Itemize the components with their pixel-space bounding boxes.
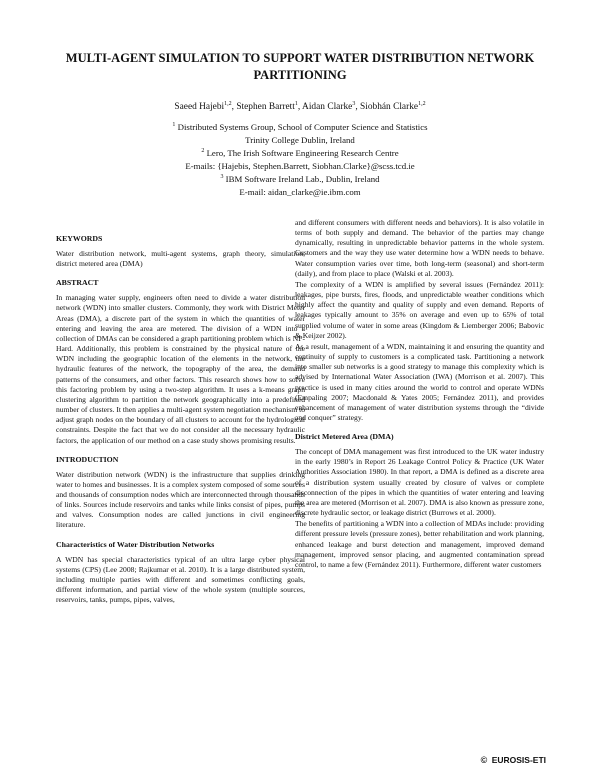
keywords-text: Water distribution network, multi-agent systems, graph theory, simulation, district metered area (DMA): [56, 249, 305, 269]
publisher-name: EUROSIS-ETI: [491, 755, 546, 765]
right-column: [295, 218, 544, 571]
characteristics-text: A WDN has special characteristics typical of an ultra large cyber physical systems (CPS) (Lee 2008; Rajkumar et al. 2010). It is a large distributed system, including multiple parties with different and sometimes conflicting goals, different information, and partial view of the whole system (multiple sources, reservoirs, tanks, pumps, pipes, valves,: [56, 554, 305, 605]
introduction-heading: INTRODUCTION: [56, 454, 119, 464]
characteristics-heading: Characteristics of Water Distribution Networks: [56, 539, 215, 549]
body-paragraph: The benefits of partitioning a WDN into a collection of MDAs include: providing different pressure levels (pressure zones), better rehabilitation and work planning, enhanced leakage and burst detection and management, improved demand management, improved sensor placing, and augmented contamination spread control, to name a few (Fernández 2011). Furthermore, different water customers: [295, 519, 544, 569]
left-column: [56, 234, 305, 606]
body-paragraph: As a result, management of a WDN, maintaining it and ensuring the quantity and continuity of supply to customers is a complicated task. Partitioning a network into smaller sub networks is a good strategy to manage this complexity which is advised by International Water Association (IWA) (Morrison et al. 2007). This practice is used in many cities around the world to control and operate WDNs (Empaling 2007; Macdonald & Yates 2005; Fernández 2011), and provides enhancement of management of water distribution systems through the “divide and conquer” strategy.: [295, 341, 544, 422]
affiliation-line: $^3$ IBM Software Ireland Lab., Dublin, Ireland: [220, 174, 380, 184]
publisher-footer: [481, 755, 546, 765]
paper-title: MULTI-AGENT SIMULATION TO SUPPORT WATER DISTRIBUTION NETWORK PARTITIONING: [65, 51, 535, 82]
introduction-text: Water distribution network (WDN) is the infrastructure that supplies drinking water to homes and businesses. It is a complex system composed of some sources and thousands of consumption nodes which are interconnected through thousands of links. Sources include reservoirs and tanks while links consist of pipes, pumps and valves. Consumption nodes are called junctions in civil engineering literature.: [56, 469, 305, 530]
email-line: E-mail: aidan_clarke@ie.ibm.com: [239, 187, 361, 197]
body-paragraph: The complexity of a WDN is amplified by several issues (Fernández 2011): leakages, pipe bursts, fires, floods, and unpredictable weather conditions which highly affect the quantity and quality of supply and even demand. Reports of leakages typically amount to 35% on average and even up to 65% of total supplied volume of water in some areas (Kingdom & Liemberger 2006; Babovic & Keijzer 2002).: [295, 279, 544, 340]
abstract-text: In managing water supply, engineers often need to divide a water distribution network (WDN) into smaller clusters. Commonly, they work with District Meter Areas (DMA), a discrete part of the system in which the quantities of water entering and leaving the area are metered. The division of a WDN into a collection of DMAs can be considered a graph partitioning problem which is NP-Hard. Additionally, this problem is constrained by the physical nature of the WDN including the geographic location of the elements in the network, the hydraulic features of the network, the topography of the area, the demand patterns of the consumers, and other factors. This research shows how to solve this factoring problem by using a two-step algorithm. It uses a k-means graph clustering algorithm to partition the network geographically into a predefined number of clusters. It then applies a multi-agent system negotiation mechanism to adjust graph nodes on the boundary of all clusters to account for the hydrological constraints. Despite the fact that we do not consider all the necessary hydraulic factors, the application of our method on a case study shows promising results.: [56, 293, 305, 445]
body-paragraph: and different consumers with different needs and behaviors). It is also volatile in terms of both supply and demand. The behavior of the parties may change dynamically, resulting in unpredictable behavior patterns in the whole system. Customers and the way they use water determine how a WDN needs to behave. Water consumption varies over time, both long-term (seasonal) and short-term (daily), and from place to place (Walski et al. 2003).: [295, 218, 544, 278]
keywords-heading: KEYWORDS: [56, 234, 103, 243]
email-line: E-mails: {Hajebis, Stephen.Barrett, Siobhan.Clarke}@scss.tcd.ie: [185, 161, 415, 171]
abstract-heading: ABSTRACT: [56, 278, 99, 288]
affiliation-line: $^2$ Lero, The Irish Software Engineering Research Centre: [201, 148, 399, 158]
author-list: Saeed Hajebi$^{1,2}$, Stephen Barrett$^1$, Aidan Clarke$^3$, Siobhán Clarke$^{1,2}$: [174, 100, 426, 112]
body-paragraph: The concept of DMA management was first introduced to the UK water industry in the early 1980’s in Report 26 Leakage Control Policy & Practice (UK Water Authorities Association 1980). In that report, a DMA is defined as a discrete area of a distribution system usually created by closure of valves or complete disconnection of the pipes in which the quantities of water entering and leaving the area are metered (Morrison et al. 2007). DMA is also known as pressure zone, discrete hydraulic sector, or leakage district (Burrows et al. 2000).: [295, 447, 544, 518]
affiliation-line: Trinity College Dublin, Ireland: [245, 135, 355, 145]
copyright-symbol: ©: [480, 755, 488, 765]
dma-heading: District Metered Area (DMA): [295, 432, 394, 442]
affiliation-line: $^1$ Distributed Systems Group, School of Computer Science and Statistics: [172, 122, 428, 132]
